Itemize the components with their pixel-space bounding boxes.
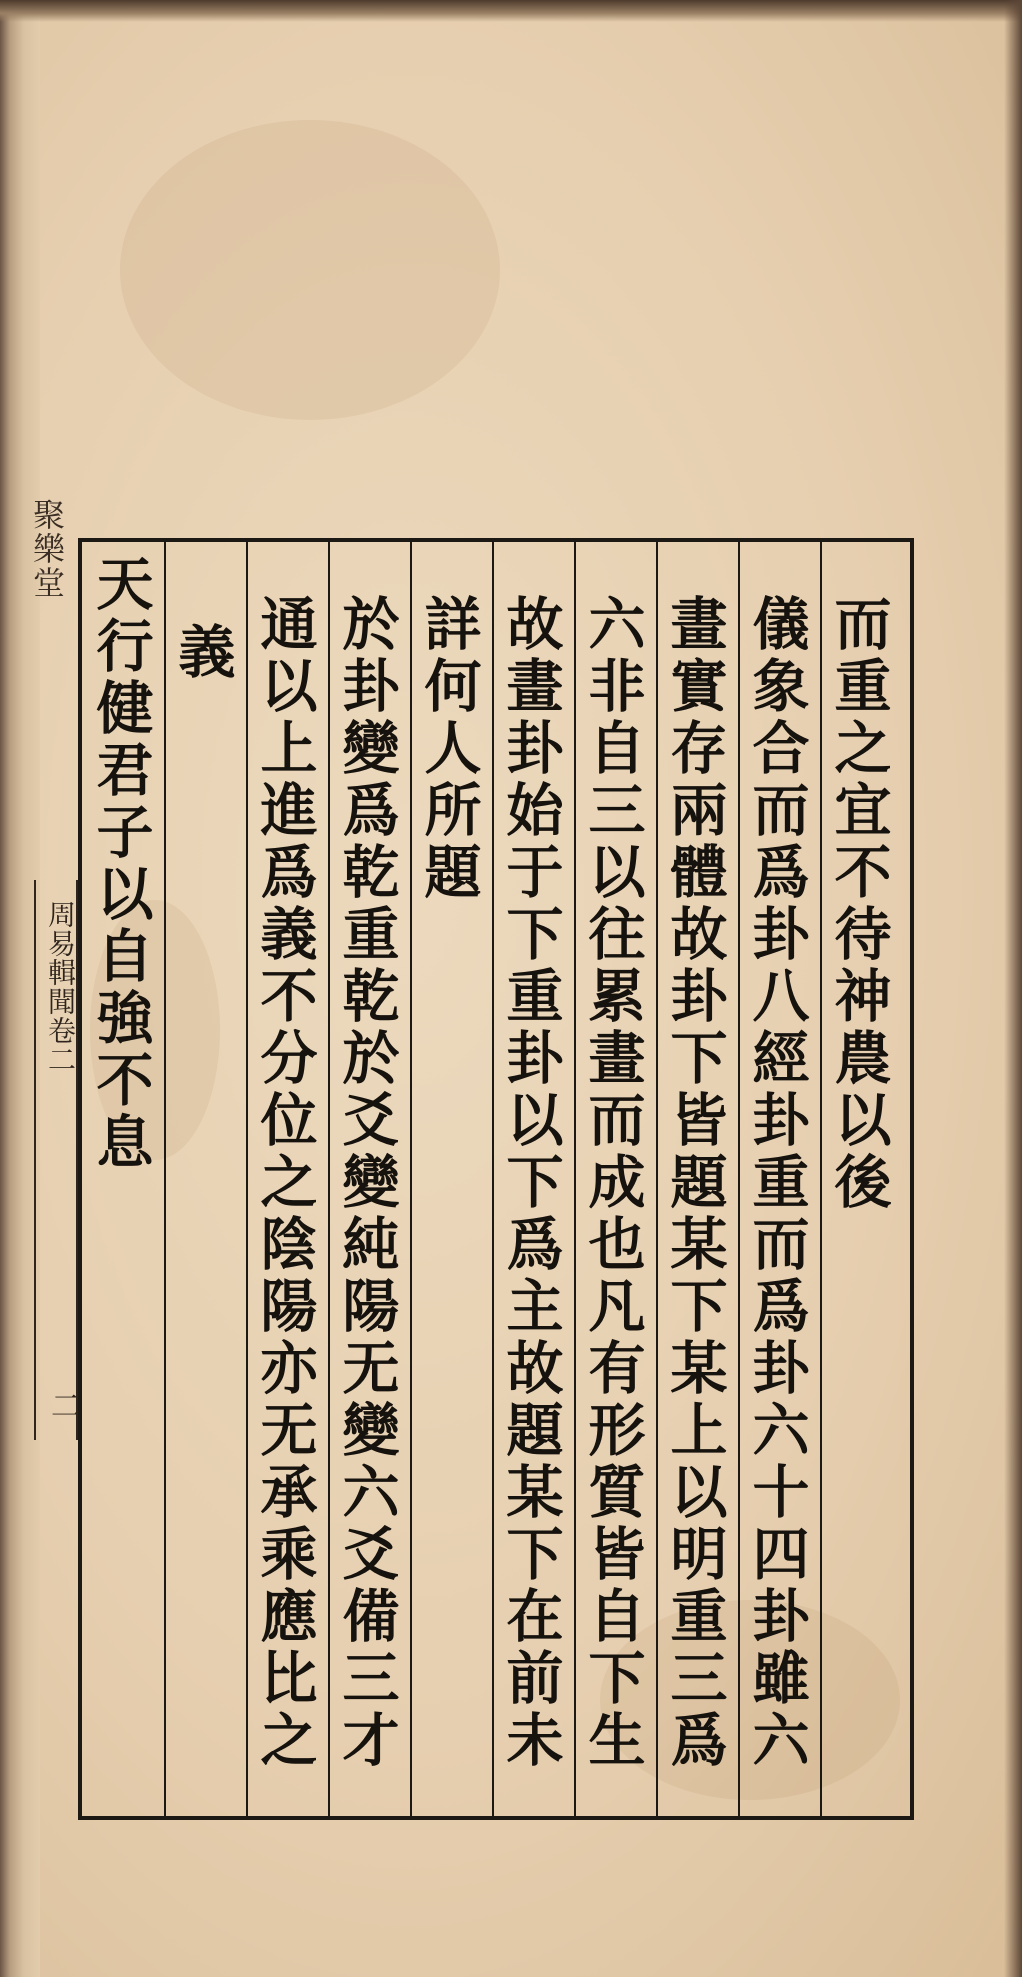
text-column-10: 天行健君子以自強不息: [87, 554, 154, 1174]
text-column-3: 畫實存兩體故卦下皆題某下某上以明重三爲: [661, 594, 728, 1772]
page-right-shadow: [1004, 0, 1022, 1977]
page-top-shadow: [0, 0, 1022, 22]
paper-stain: [120, 120, 500, 420]
text-column-6: 詳何人所題: [415, 594, 482, 904]
column-rule: [410, 542, 412, 1816]
text-column-5: 故畫卦始于下重卦以下爲主故題某下在前未: [497, 594, 564, 1772]
text-column-2: 儀象合而爲卦八經卦重而爲卦六十四卦雖六: [743, 594, 810, 1772]
text-frame: [78, 538, 914, 1820]
text-column-7: 於卦變爲乾重乾於爻變純陽无變六爻備三才: [333, 594, 400, 1772]
column-rule: [820, 542, 822, 1816]
column-rule: [738, 542, 740, 1816]
column-rule: [492, 542, 494, 1816]
margin-book-title: 周易輯聞卷二: [44, 900, 77, 1074]
text-column-4: 六非自三以往累畫而成也凡有形質皆自下生: [579, 594, 646, 1772]
column-rule: [246, 542, 248, 1816]
text-column-1: 而重之宜不待神農以後: [825, 594, 892, 1214]
column-rule: [656, 542, 658, 1816]
column-rule: [328, 542, 330, 1816]
margin-page-number: 二: [45, 1390, 80, 1420]
text-column-9: 義: [169, 622, 236, 684]
column-rule: [164, 542, 166, 1816]
margin-rule-left: [34, 880, 36, 1440]
margin-hall-name: 聚樂堂: [28, 498, 66, 600]
column-rule: [574, 542, 576, 1816]
text-column-8: 通以上進爲義不分位之陰陽亦无承乘應比之: [251, 594, 318, 1772]
